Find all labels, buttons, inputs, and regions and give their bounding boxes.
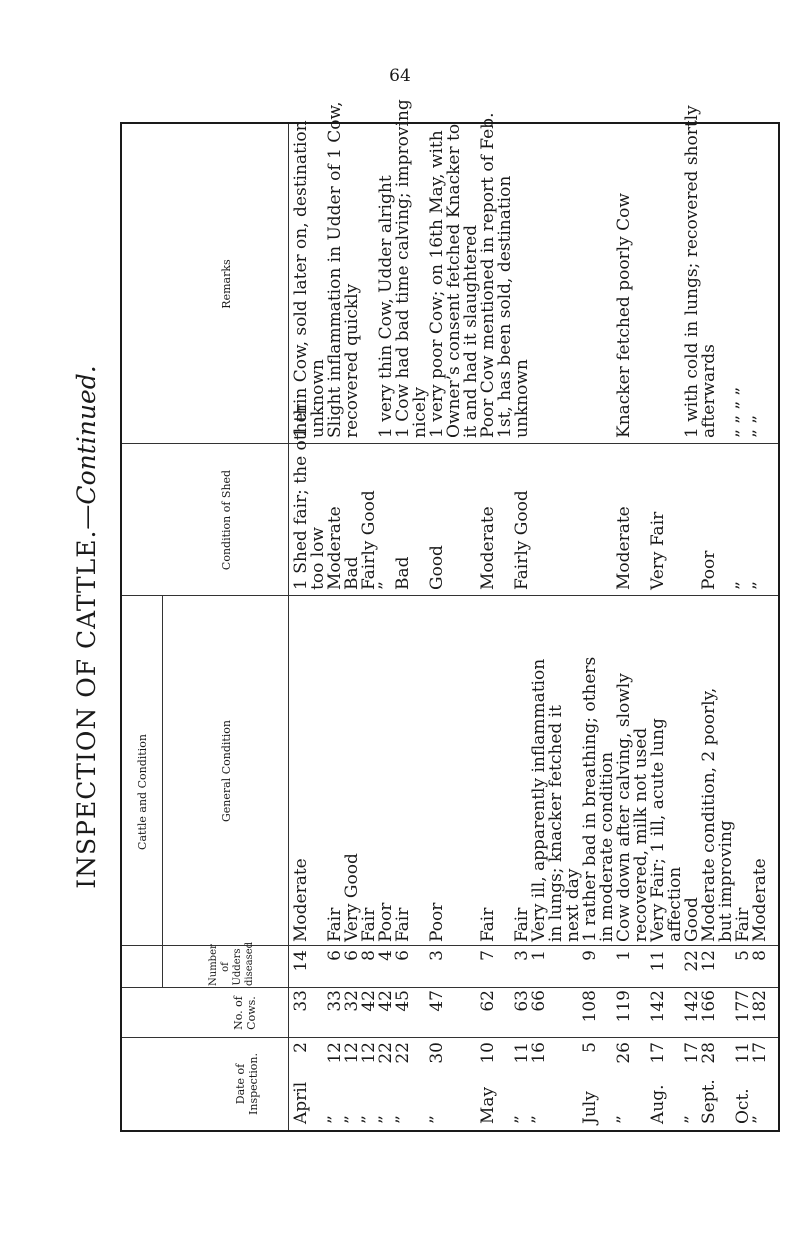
cell-day: 12 — [359, 1042, 379, 1064]
cell-remarks: Slight inflammation in Udder of 1 Cow, — [325, 101, 345, 438]
cell-udders: 4 — [376, 950, 396, 961]
cell-general: Very Fair; 1 ill, acute lung — [648, 718, 668, 942]
cell-udders: 3 — [512, 950, 532, 961]
cell-remarks: ” ” ” ” — [733, 387, 753, 438]
cell-cows: 45 — [393, 990, 413, 1012]
cell-month: ” — [614, 1115, 634, 1124]
cell-cows: 63 — [512, 990, 532, 1012]
cell-remarks: 1 with cold in lungs; recovered shortly — [682, 105, 702, 438]
cell-remarks: it and had it slaughtered — [461, 224, 481, 438]
header-udders: Number of Udders diseased — [208, 941, 255, 986]
cell-udders: 11 — [648, 950, 668, 972]
cell-shed: ” — [376, 581, 396, 590]
cell-cows: 177 — [733, 990, 753, 1023]
cell-day: 5 — [580, 1042, 600, 1053]
cell-day: 17 — [648, 1042, 668, 1064]
cell-cows: 119 — [614, 990, 634, 1023]
cell-month: Aug. — [648, 1084, 668, 1124]
cell-cows: 108 — [580, 990, 600, 1023]
title-continued: —Continued. — [72, 365, 101, 530]
cell-shed: 1 Shed fair; the other — [291, 404, 311, 590]
cell-remarks: Knacker fetched poorly Cow — [614, 193, 634, 438]
cell-cows: 42 — [376, 990, 396, 1012]
cell-remarks: 1 thin Cow, sold later on, destination — [291, 120, 311, 438]
cell-remarks: recovered quickly — [342, 283, 362, 438]
cell-shed: ” — [733, 581, 753, 590]
cell-udders: 1 — [614, 950, 634, 961]
cell-udders: 5 — [733, 950, 753, 961]
cell-day: 17 — [682, 1042, 702, 1064]
cell-month: May — [478, 1086, 498, 1124]
cell-shed: Fairly Good — [512, 490, 532, 590]
cell-cows: 33 — [325, 990, 345, 1012]
cell-shed: ” — [750, 581, 770, 590]
cell-udders: 6 — [393, 950, 413, 961]
cell-udders: 7 — [478, 950, 498, 961]
cell-remarks: Poor Cow mentioned in report of Feb. — [478, 112, 498, 438]
cell-remarks: 1 very poor Cow; on 16th May, with — [427, 130, 447, 438]
cell-cows: 166 — [699, 990, 719, 1023]
cell-general: 1 rather bad in breathing; others — [580, 656, 600, 942]
cell-day: 2 — [291, 1042, 311, 1053]
cell-remarks: 1 very thin Cow, Udder alright — [376, 175, 396, 438]
cell-month: Sept. — [699, 1079, 719, 1124]
cell-general: but improving — [716, 820, 736, 942]
cell-shed: Poor — [699, 550, 719, 590]
cell-general: Moderate condition, 2 poorly, — [699, 687, 719, 942]
page-title — [72, 122, 101, 1132]
cell-day: 26 — [614, 1042, 634, 1064]
cell-general: Fair — [512, 907, 532, 942]
cell-remarks: Owner’s consent fetched Knacker to — [444, 123, 464, 438]
cell-day: 22 — [393, 1042, 413, 1064]
cell-general: Moderate — [750, 858, 770, 942]
cell-month: ” — [512, 1115, 532, 1124]
cell-shed: Very Fair — [648, 511, 668, 590]
cell-general: Poor — [427, 902, 447, 942]
title-main: INSPECTION OF CATTLE. — [72, 529, 101, 889]
cell-general: Very ill, apparently inflammation — [529, 658, 549, 942]
cell-remarks: afterwards — [699, 344, 719, 438]
cell-shed: Moderate — [478, 506, 498, 590]
header-remarks: Remarks — [220, 259, 233, 309]
cell-general: in moderate condition — [597, 751, 617, 942]
cell-cows: 32 — [342, 990, 362, 1012]
header-rule — [162, 596, 163, 988]
inspection-table — [120, 99, 780, 1132]
cell-day: 11 — [733, 1042, 753, 1064]
cell-day: 28 — [699, 1042, 719, 1064]
cell-general: Cow down after calving, slowly — [614, 673, 634, 942]
cell-day: 17 — [750, 1042, 770, 1064]
header-date: Date of Inspection. — [234, 1053, 260, 1115]
cell-shed: Bad — [393, 556, 413, 590]
cell-shed: Fairly Good — [359, 490, 379, 590]
cell-udders: 6 — [325, 950, 345, 961]
cell-day: 10 — [478, 1042, 498, 1064]
cell-udders: 3 — [427, 950, 447, 961]
cell-cows: 62 — [478, 990, 498, 1012]
cell-remarks: ” ” — [750, 415, 770, 438]
cell-shed: too low — [308, 527, 328, 590]
cell-month: ” — [529, 1115, 549, 1124]
cell-shed: Moderate — [614, 506, 634, 590]
cell-remarks: unknown — [308, 359, 328, 438]
cell-cows: 42 — [359, 990, 379, 1012]
page-number: 64 — [389, 66, 411, 86]
cell-cows: 142 — [682, 990, 702, 1023]
cell-month: ” — [682, 1115, 702, 1124]
cell-month: ” — [750, 1115, 770, 1124]
cell-month: April — [291, 1081, 311, 1124]
cell-udders: 8 — [750, 950, 770, 961]
cell-cows: 47 — [427, 990, 447, 1012]
header-cow-no: No. of Cows. — [232, 996, 258, 1030]
cell-udders: 6 — [342, 950, 362, 961]
cell-general: recovered, milk not used — [631, 727, 651, 942]
cell-general: Very Good — [342, 853, 362, 942]
cell-general: Fair — [325, 907, 345, 942]
cell-general: Good — [682, 897, 702, 942]
header-rule — [288, 124, 289, 1130]
cell-day: 11 — [512, 1042, 532, 1064]
cell-cows: 142 — [648, 990, 668, 1023]
cell-month: ” — [359, 1115, 379, 1124]
cell-month: July — [580, 1091, 600, 1124]
cell-general: Moderate — [291, 858, 311, 942]
header-cattle-group: Cattle and Condition — [136, 734, 149, 850]
cell-shed: Good — [427, 545, 447, 590]
cell-general: Fair — [393, 907, 413, 942]
rotated-table-stage — [72, 99, 780, 1132]
cell-day: 12 — [342, 1042, 362, 1064]
cell-general: affection — [665, 866, 685, 942]
cell-remarks: 1 Cow had bad time calving; improving — [393, 99, 413, 438]
cell-day: 22 — [376, 1042, 396, 1064]
header-shed: Condition of Shed — [220, 469, 233, 571]
cell-month: ” — [342, 1115, 362, 1124]
cell-day: 12 — [325, 1042, 345, 1064]
cell-cows: 66 — [529, 990, 549, 1012]
cell-month: ” — [325, 1115, 345, 1124]
table-row — [749, 124, 771, 1130]
cell-cows: 33 — [291, 990, 311, 1012]
cell-cows: 182 — [750, 990, 770, 1023]
cell-month: ” — [376, 1115, 396, 1124]
cell-udders: 22 — [682, 950, 702, 972]
cell-shed: Moderate — [325, 506, 345, 590]
cell-general: in lungs; knacker fetched it — [546, 705, 566, 942]
cell-general: next day — [563, 868, 583, 942]
header-general: General Condition — [220, 719, 233, 823]
cell-general: Poor — [376, 902, 396, 942]
cell-remarks: 1st, has been sold, destination — [495, 175, 515, 438]
cell-month: Oct. — [733, 1088, 753, 1124]
cell-udders: 1 — [529, 950, 549, 961]
cell-udders: 8 — [359, 950, 379, 961]
cell-udders: 14 — [291, 950, 311, 972]
cell-shed: Bad — [342, 556, 362, 590]
cell-remarks: nicely — [410, 386, 430, 438]
cell-month: ” — [393, 1115, 413, 1124]
cell-general: Fair — [733, 907, 753, 942]
cell-month: ” — [427, 1115, 447, 1124]
cell-general: Fair — [359, 907, 379, 942]
cell-general: Fair — [478, 907, 498, 942]
cell-udders: 9 — [580, 950, 600, 961]
cell-udders: 12 — [699, 950, 719, 972]
cell-remarks: unknown — [512, 359, 532, 438]
cell-day: 16 — [529, 1042, 549, 1064]
cell-day: 30 — [427, 1042, 447, 1064]
